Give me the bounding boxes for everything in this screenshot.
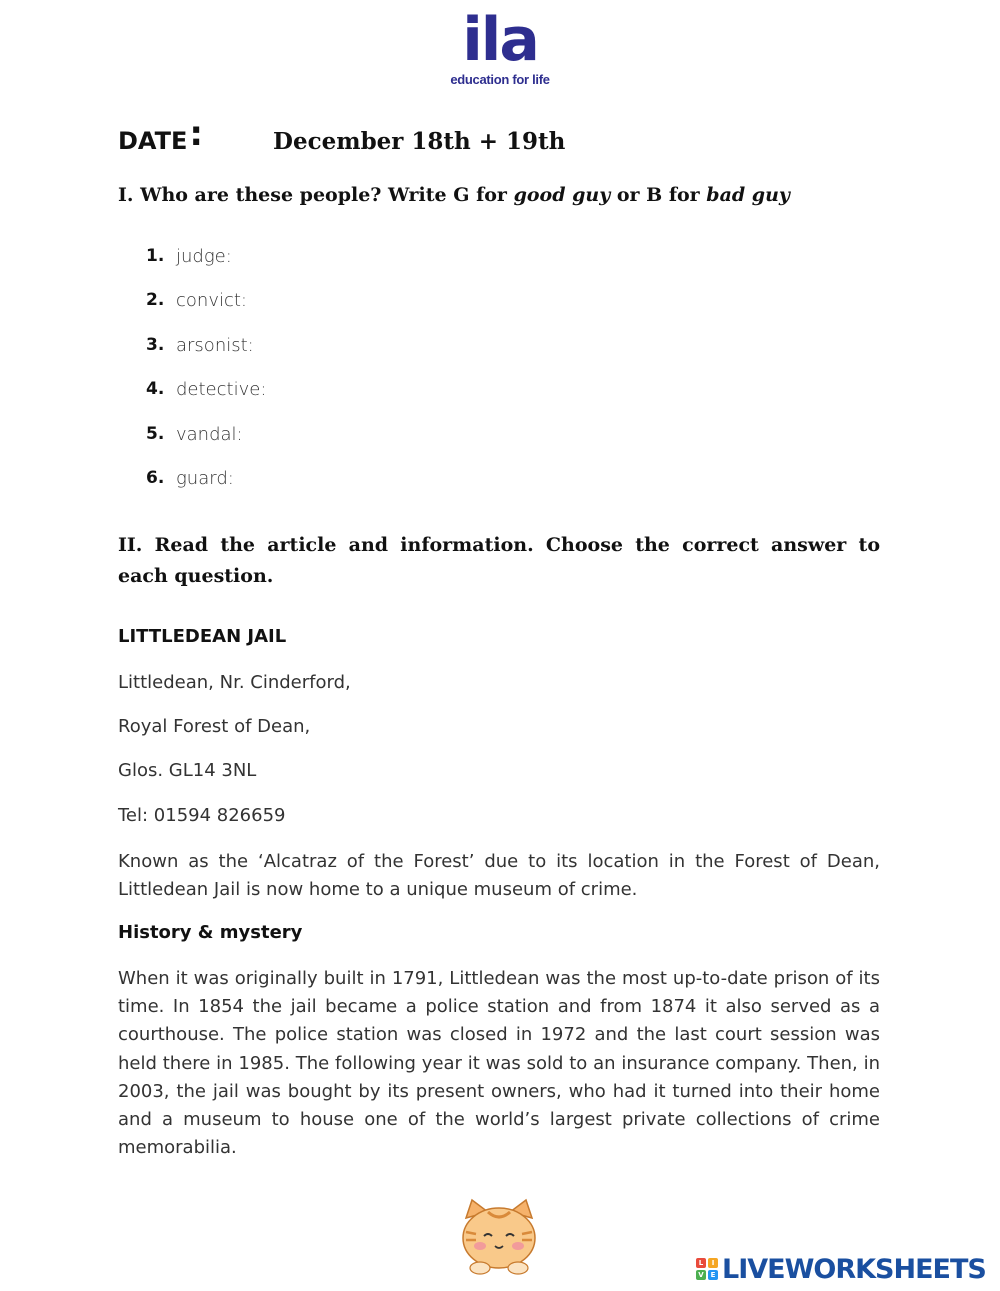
article-title: LITTLEDEAN JAIL xyxy=(118,626,287,647)
liveworksheets-logo xyxy=(696,1252,986,1286)
heading-text: I. Who are these people? Write G for xyxy=(118,184,514,206)
people-list xyxy=(146,246,266,512)
date-value: December 18th + 19th xyxy=(273,128,566,155)
address-line-2: Royal Forest of Dean, xyxy=(118,716,311,737)
item-word: vandal: xyxy=(176,423,243,445)
section-2-heading: II. Read the article and information. Choose the correct answer to each question. xyxy=(118,534,880,587)
heading-text-mid: or B for xyxy=(610,184,707,206)
section-1-heading xyxy=(118,184,790,206)
ila-logo xyxy=(440,5,560,100)
address-line-1: Littledean, Nr. Cinderford, xyxy=(118,672,351,693)
block-v: V xyxy=(696,1270,706,1280)
list-item xyxy=(146,424,266,468)
liveworksheets-brand: LIVEWORKSHEETS xyxy=(722,1253,986,1285)
list-item xyxy=(146,246,266,290)
liveworksheets-blocks-icon xyxy=(696,1258,718,1280)
article-body: When it was originally built in 1791, Littledean was the most up-to-date prison of its time. In 1854 the jail became a police station and from 1874 it also served as a courthouse. The police station was closed in 1972 and the last court session was held there in 1985. The following year it was sold to an insurance company. Then, in 2003, the jail was bought by its present owners, who had it turned into their home and a museum to house one of the world’s largest private collections of crime memorabilia. xyxy=(118,968,880,1159)
item-word: arsonist: xyxy=(176,334,254,356)
date-label: DATE xyxy=(118,127,188,155)
address-line-3: Glos. GL14 3NL xyxy=(118,760,257,781)
date-colon: : xyxy=(189,114,204,154)
item-number: 3. xyxy=(146,334,165,355)
article-intro: Known as the ‘Alcatraz of the Forest’ due to its location in the Forest of Dean, Littledean Jail is now home to a unique museum of crime. xyxy=(118,851,880,901)
item-word: judge: xyxy=(176,246,232,267)
block-e: E xyxy=(708,1270,718,1280)
item-word: guard: xyxy=(176,467,234,489)
logo-wordmark: ila xyxy=(462,5,538,75)
block-l: L xyxy=(696,1258,706,1268)
list-item xyxy=(146,290,266,334)
cat-mascot-icon xyxy=(458,1196,540,1276)
item-number: 6. xyxy=(146,467,165,488)
heading-bad-guy: bad guy xyxy=(706,184,790,206)
telephone: Tel: 01594 826659 xyxy=(118,805,286,826)
item-word: detective: xyxy=(176,379,267,401)
list-item xyxy=(146,335,266,379)
block-i: I xyxy=(708,1258,718,1268)
article-subheading: History & mystery xyxy=(118,922,303,943)
date-row xyxy=(118,114,566,158)
item-number: 5. xyxy=(146,423,165,444)
item-number: 2. xyxy=(146,290,165,311)
item-number: 1. xyxy=(146,246,165,266)
list-item xyxy=(146,468,266,512)
logo-tagline: education for life xyxy=(450,72,550,87)
item-number: 4. xyxy=(146,379,165,400)
list-item xyxy=(146,379,266,423)
heading-good-guy: good guy xyxy=(513,184,611,206)
item-word: convict: xyxy=(176,290,247,312)
